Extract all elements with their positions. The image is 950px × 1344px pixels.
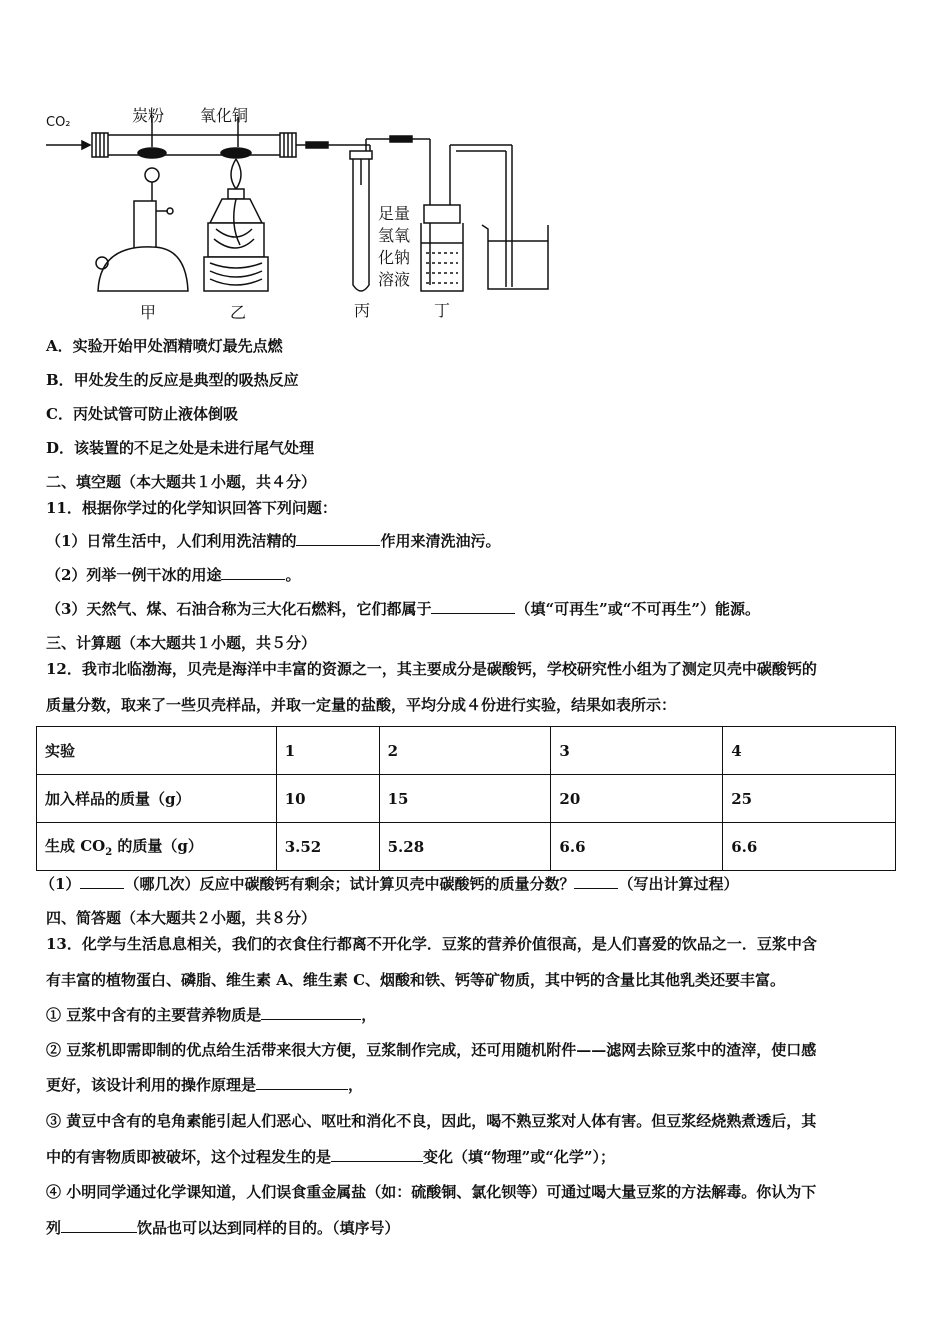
question-11-part-2: （2）列举一例干冰的用途 。: [46, 566, 301, 584]
results-table: [36, 726, 896, 871]
answer-blank[interactable]: [574, 874, 618, 889]
table-cell: 15: [379, 775, 551, 823]
question-13-sub-2-line-1: ② 豆浆机即需即制的优点给生活带来很大方便，豆浆制作完成，还可用随机附件——滤网去除豆浆中的渣滓，使口感: [46, 1041, 817, 1059]
table-cell: 10: [276, 775, 379, 823]
label-copper-oxide: 氧化铜: [200, 106, 249, 125]
question-13-sub-3-line-1: ③ 黄豆中含有的皂角素能引起人们恶心、呕吐和消化不良，因此，喝不熟豆浆对人体有害。但豆浆经烧熟煮透后，其: [46, 1112, 817, 1130]
label-jia: 甲: [140, 303, 157, 322]
question-12-tail: （1） （哪几次）反应中碳酸钙有剩余；试计算贝壳中碳酸钙的质量分数？ （写出计算过程）: [40, 875, 739, 893]
question-13-sub-4-line-2: 列 饮品也可以达到同样的目的。（填序号）: [46, 1219, 400, 1237]
question-13-line-1: 13．化学与生活息息相关，我们的衣食住行都离不开化学．豆浆的营养价值很高，是人们喜爱的饮品之一．豆浆中含: [46, 935, 817, 953]
table-cell: 加入样品的质量（g）: [37, 775, 277, 823]
question-11-part-1: （1）日常生活中，人们利用洗洁精的 作用来清洗油污。: [46, 532, 501, 550]
question-11-part-3: （3）天然气、煤、石油合称为三大化石燃料，它们都属于 （填“可再生”或“不可再生”）能源。: [46, 600, 760, 618]
answer-blank[interactable]: [221, 565, 285, 580]
answer-blank[interactable]: [431, 599, 515, 614]
question-13-line-2: 有丰富的植物蛋白、磷脂、维生素 A、维生素 C、烟酸和铁、钙等矿物质，其中钙的含量比其他乳类还要丰富。: [46, 971, 786, 989]
table-cell: 1: [276, 727, 379, 775]
question-13-sub-3-line-2: 中的有害物质即被破坏，这个过程发生的是 变化（填“物理”或“化学”）；: [46, 1148, 616, 1166]
question-12-line-2: 质量分数，取来了一些贝壳样品，并取一定量的盐酸，平均分成４份进行实验，结果如表所示：: [46, 696, 677, 714]
table-cell: 6.6: [551, 823, 723, 871]
question-13-sub-4-line-1: ④ 小明同学通过化学课知道，人们误食重金属盐（如：硫酸铜、氯化钡等）可通过喝大量豆浆的方法解毒。你认为下: [46, 1183, 817, 1201]
table-cell: 5.28: [379, 823, 551, 871]
answer-blank[interactable]: [80, 874, 124, 889]
table-cell: 4: [723, 727, 896, 775]
table-cell: 25: [723, 775, 896, 823]
section-2-heading: 二、填空题（本大题共１小题，共４分）: [46, 473, 317, 491]
table-cell: 生成 $CO_2$ 的质量（g）: [37, 823, 277, 871]
option-d: D．该装置的不足之处是未进行尾气处理: [46, 439, 315, 457]
question-13-sub-1: ① 豆浆中含有的主要营养物质是 ，: [46, 1006, 377, 1024]
table-row: [37, 727, 896, 775]
apparatus-figure: [40, 95, 560, 325]
option-c: C．丙处试管可防止液体倒吸: [46, 405, 238, 423]
option-b: B．甲处发生的反应是典型的吸热反应: [46, 371, 299, 389]
label-yi: 乙: [230, 303, 247, 322]
label-naoh-2: 氢氧: [378, 226, 411, 245]
answer-blank[interactable]: [61, 1218, 137, 1233]
label-bing: 丙: [354, 301, 371, 320]
option-a: A．实验开始甲处酒精喷灯最先点燃: [46, 337, 283, 355]
table-cell: 3.52: [276, 823, 379, 871]
section-4-heading: 四、简答题（本大题共２小题，共８分）: [46, 909, 317, 927]
label-ding: 丁: [434, 301, 451, 320]
apparatus-diagram: [40, 95, 560, 325]
table-row: [37, 823, 896, 871]
table-cell: 6.6: [723, 823, 896, 871]
section-3-heading: 三、计算题（本大题共１小题，共５分）: [46, 634, 317, 652]
table-row: [37, 775, 896, 823]
label-co2: CO₂: [46, 115, 71, 130]
question-13-sub-2-line-2: 更好，该设计利用的操作原理是 ，: [46, 1076, 364, 1094]
label-naoh-3: 化钠: [378, 248, 411, 267]
answer-blank[interactable]: [331, 1147, 423, 1162]
answer-blank[interactable]: [296, 531, 380, 546]
label-naoh-1: 足量: [378, 204, 411, 223]
table-cell: 实验: [37, 727, 277, 775]
label-carbon-powder: 炭粉: [132, 106, 165, 125]
question-12-line-1: 12．我市北临渤海，贝壳是海洋中丰富的资源之一，其主要成分是碳酸钙，学校研究性小组为了测定贝壳中碳酸钙的: [46, 660, 817, 678]
table-cell: 2: [379, 727, 551, 775]
answer-blank[interactable]: [261, 1005, 361, 1020]
label-naoh-4: 溶液: [378, 270, 411, 289]
table-cell: 20: [551, 775, 723, 823]
question-11: 11．根据你学过的化学知识回答下列问题：: [46, 499, 337, 517]
answer-blank[interactable]: [256, 1075, 348, 1090]
table-cell: 3: [551, 727, 723, 775]
